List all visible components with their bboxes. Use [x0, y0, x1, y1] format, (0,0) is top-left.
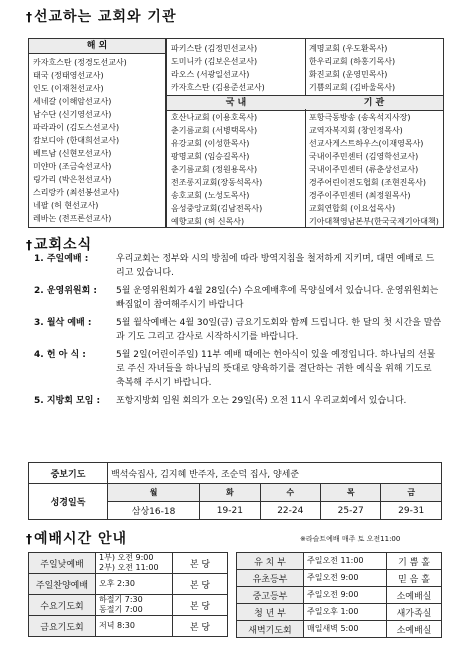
news-list [34, 252, 442, 412]
domestic-mission-item: 송호교회 (노성도목사) [171, 191, 250, 200]
schedule-time: 하절기 7:30 동절기 7:00 [96, 595, 173, 616]
chapter-cell: 29-31 [381, 502, 442, 520]
schedule-name: 새벽기도회 [237, 621, 304, 638]
domestic-mission-item: 전조롱지교회(장동석목사) [171, 178, 263, 187]
organization-item: 교회연합회 (이요섭목사) [309, 204, 396, 213]
overseas-mission-item: 파키스탄 (김정민선교사) [171, 44, 258, 53]
day-cell: 월 [108, 484, 200, 502]
news-item-label: 3. 월삭 예배 : [34, 318, 92, 328]
mission-box-right [166, 38, 444, 228]
news-item-text: 5월 월삭예배는 4월 30일(금) 금요기도회와 함께 드립니다. 한 달의 첫 시간을 말씀과 기도 그리고 감사로 시작하시기를 바랍니다. [116, 318, 442, 342]
divider [305, 39, 306, 95]
dagger-icon: † [26, 238, 33, 252]
partner-church-item: 한우리교회 (하홍기목사) [309, 57, 396, 66]
overseas-box [28, 38, 166, 228]
chapter-cell: 19-21 [200, 502, 260, 520]
overseas-mission-item: 라오스 (서광일선교사) [171, 70, 250, 79]
schedule-name: 주일찬양예배 [29, 574, 96, 595]
news-item [34, 284, 442, 312]
news-item-text: 5월 운영위원회가 4월 28일(수) 수요예배후에 목양실에서 있습니다. 운영위원회는 빠짐없이 참여해주시기 바랍니다 [116, 286, 439, 310]
schedule-time: 주일오후 1:00 [304, 604, 387, 621]
organization-item: 경주어린이전도협회 (조현진목사) [309, 178, 426, 187]
schedule-time: 저녁 8:30 [96, 616, 173, 637]
news-item-label: 2. 운영위원회 : [34, 286, 98, 296]
domestic-header: 국 내 [167, 95, 306, 111]
domestic-mission-item: 예향교회 (허 신목사) [171, 217, 245, 226]
news-item-label: 5. 지방회 모임 : [34, 396, 101, 406]
overseas-mission-item: 네팔 (허 현선교사) [33, 201, 99, 210]
domestic-mission-item: 춘기름교회 (정원용목사) [171, 165, 258, 174]
dagger-icon: † [26, 10, 33, 24]
schedule-row [29, 595, 228, 616]
overseas-mission-item: 미얀마 (조금숙선교사) [33, 162, 112, 171]
schedule-time: 주일오전 11:00 [304, 553, 387, 570]
missions-title-text: 선교하는 교회와 기관 [34, 9, 177, 25]
schedule-time: 1부) 오전 9:00 2부) 오전 11:00 [96, 553, 173, 574]
organization-item: 포항극동방송 (송옥석지사장) [309, 113, 411, 122]
domestic-list [171, 111, 303, 228]
news-item-text: 5월 2일(어린이주일) 11부 예배 때에는 헌아식이 있을 예정입니다. 하나님의 선물로 주신 자녀들을 하나님의 뜻대로 양육하기를 결단하는 귀한 예식을 위해 기도로 축복해 주시기 바랍니다. [116, 350, 436, 388]
overseas-mission-item: 파라과이 (김도스선교사) [33, 123, 120, 132]
schedule-place: 기 쁨 홀 [387, 553, 442, 570]
intercessor-names: 백석숙집사, 김지혜 반주자, 조순덕 집사, 양세준 [108, 463, 442, 484]
schedule-row [29, 574, 228, 595]
prayer-table [28, 462, 442, 520]
overseas-list-3 [309, 42, 439, 94]
intercessor-label: 중보기도 [29, 463, 108, 484]
organization-item: 기아대책영남본부(한국국제기아대책) [309, 217, 439, 226]
schedule-time: 매일새벽 5:00 [304, 621, 387, 638]
news-title [26, 234, 92, 254]
news-item [34, 348, 442, 390]
domestic-mission-item: 팡명교회 (임승길목사) [171, 152, 250, 161]
day-cell: 수 [260, 484, 320, 502]
news-title-text: 교회소식 [34, 237, 93, 253]
org-list [309, 111, 443, 228]
news-item [34, 252, 442, 280]
schedule-name: 중고등부 [237, 587, 304, 604]
schedule-name: 청 년 부 [237, 604, 304, 621]
org-header: 기 관 [305, 95, 443, 111]
overseas-mission-item: 카자흐스탄 (김용준선교사) [171, 83, 265, 92]
schedule-time: 주일오전 9:00 [304, 570, 387, 587]
schedule-place: 본 당 [173, 616, 228, 637]
overseas-mission-item: 캄보디아 (한대희선교사) [33, 136, 120, 145]
schedule-place: 본 당 [173, 595, 228, 616]
day-cell: 목 [321, 484, 381, 502]
schedule-place: 본 당 [173, 553, 228, 574]
schedule-note: ※라슬트예배 매주 토 오전11:00 [300, 535, 401, 543]
chapter-cell: 삼상16-18 [108, 502, 200, 520]
partner-church-item: 기쁨의교회 (김바울목사) [309, 83, 396, 92]
domestic-mission-item: 호산나교회 (이용호목사) [171, 113, 258, 122]
domestic-mission-item: 음성중앙교회(김남전목사) [171, 204, 263, 213]
schedule-table-right [236, 552, 442, 638]
domestic-mission-item: 춘기름교회 (서병택목사) [171, 126, 258, 135]
organization-item: 선교사게스트하우스(이재영목사) [309, 139, 424, 148]
overseas-mission-item: 베트남 (신현모선교사) [33, 149, 112, 158]
schedule-row [237, 604, 442, 621]
schedule-place: 소예배실 [387, 587, 442, 604]
overseas-list-2 [171, 42, 301, 94]
schedule-title-text: 예배시간 안내 [34, 531, 128, 547]
overseas-mission-item: 인도 (이재천선교사) [33, 84, 104, 93]
schedule-row [29, 553, 228, 574]
organization-item: 국내이주민센터 (류춘상선교사) [309, 165, 419, 174]
duty-label: 성경일독 [29, 484, 108, 520]
partner-church-item: 화진교회 (운영민목사) [309, 70, 388, 79]
organization-item: 교역자복지회 (창인정목사) [309, 126, 403, 135]
overseas-mission-item: 링가리 (박은천선교사) [33, 175, 112, 184]
schedule-name: 유 치 부 [237, 553, 304, 570]
schedule-row [29, 616, 228, 637]
schedule-name: 유초등부 [237, 570, 304, 587]
schedule-place: 새가족실 [387, 604, 442, 621]
overseas-mission-item: 도미니카 (김보은선교사) [171, 57, 258, 66]
organization-item: 경주이주민센터 (최정원목사) [309, 191, 411, 200]
chapter-cell: 25-27 [321, 502, 381, 520]
overseas-header: 해 외 [29, 39, 165, 54]
schedule-name: 금요기도회 [29, 616, 96, 637]
dagger-icon: † [26, 532, 33, 546]
schedule-row [237, 553, 442, 570]
domestic-mission-item: 유강교회 (이성한목사) [171, 139, 250, 148]
schedule-row [237, 570, 442, 587]
schedule-row [237, 621, 442, 638]
overseas-mission-item: 태국 (정태영선교사) [33, 71, 104, 80]
schedule-name: 주일낮예배 [29, 553, 96, 574]
news-item [34, 316, 442, 344]
schedule-title [26, 528, 127, 548]
schedule-name: 수요기도회 [29, 595, 96, 616]
schedule-place: 본 당 [173, 574, 228, 595]
news-item-text: 포항지방회 임원 회의가 오는 29일(목) 오전 11시 우리교회에서 있습니다. [116, 396, 407, 406]
overseas-mission-item: 남수단 (신기영선교사) [33, 110, 112, 119]
divider [305, 109, 306, 227]
schedule-row [237, 587, 442, 604]
news-item-label: 1. 주일예배 : [34, 254, 89, 264]
schedule-place: 소예배실 [387, 621, 442, 638]
chapter-cell: 22-24 [260, 502, 320, 520]
day-cell: 금 [381, 484, 442, 502]
missions-title [26, 6, 176, 26]
day-cell: 화 [200, 484, 260, 502]
overseas-mission-item: 레바논 (전프론선교사) [33, 214, 112, 223]
organization-item: 국내이주민센터 (김영학선교사) [309, 152, 419, 161]
schedule-time: 주일오전 9:00 [304, 587, 387, 604]
overseas-list [29, 54, 165, 227]
schedule-table-left [28, 552, 228, 637]
news-item [34, 394, 442, 408]
overseas-mission-item: 카자흐스탄 (정경도선교사) [33, 58, 127, 67]
news-item-text: 우리교회는 정부와 시의 방침에 따라 방역지침을 철저하게 지키며, 대면 예배로 드리고 있습니다. [116, 254, 435, 278]
schedule-time: 오후 2:30 [96, 574, 173, 595]
overseas-mission-item: 세네갈 (이해암선교사) [33, 97, 112, 106]
partner-church-item: 계명교회 (우도환목사) [309, 44, 388, 53]
overseas-mission-item: 스리랑카 (최선봉선교사) [33, 188, 120, 197]
news-item-label: 4. 헌 아 식 : [34, 350, 86, 360]
schedule-place: 믿 음 홀 [387, 570, 442, 587]
